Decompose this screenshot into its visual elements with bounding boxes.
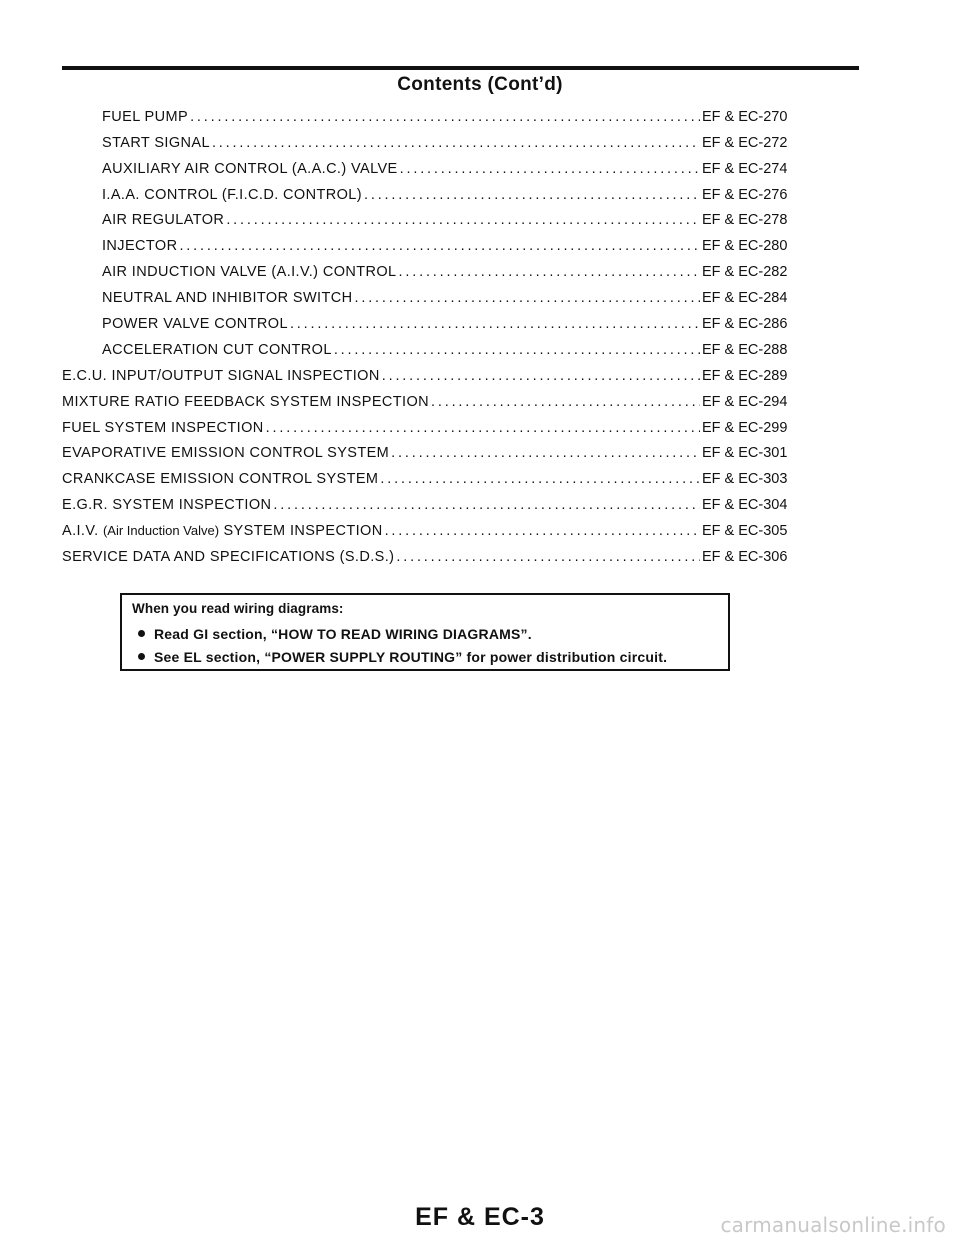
toc-entry[interactable] (62, 462, 802, 488)
toc-entry-page: EF & EC-282 (702, 264, 788, 281)
page-number: EF & EC-3 (415, 1203, 545, 1231)
toc-leader-dots (382, 367, 700, 385)
toc-entry[interactable] (62, 100, 802, 126)
toc-leader-dots (399, 263, 700, 281)
toc-entry-page: EF & EC-299 (702, 419, 788, 436)
toc-entry[interactable] (62, 411, 802, 437)
toc-leader-dots (190, 108, 700, 126)
toc-entry-page: EF & EC-289 (702, 367, 788, 384)
toc-entry-title: AIR REGULATOR (102, 212, 225, 229)
toc-leader-dots (431, 393, 700, 411)
toc-leader-dots (212, 134, 700, 152)
toc-entry[interactable] (62, 540, 802, 566)
toc-entry-title: MIXTURE RATIO FEEDBACK SYSTEM INSPECTION (62, 393, 429, 410)
table-of-contents (62, 100, 802, 566)
toc-entry-title: AUXILIARY AIR CONTROL (A.A.C.) VALVE (102, 160, 398, 177)
toc-entry-title: AIR INDUCTION VALVE (A.I.V.) CONTROL (102, 264, 397, 281)
bullet-icon (138, 630, 145, 637)
toc-leader-dots (385, 522, 700, 540)
toc-entry-title: NEUTRAL AND INHIBITOR SWITCH (102, 290, 353, 307)
toc-leader-dots (380, 470, 700, 488)
toc-entry-title: E.G.R. SYSTEM INSPECTION (62, 497, 272, 514)
toc-entry[interactable] (62, 255, 802, 281)
wiring-diagram-notice (120, 593, 730, 671)
toc-entry-page: EF & EC-278 (702, 212, 788, 229)
top-rule (62, 66, 859, 70)
toc-leader-dots (290, 315, 700, 333)
page-title: Contents (Cont’d) (397, 74, 563, 95)
toc-entry-page: EF & EC-280 (702, 238, 788, 255)
toc-leader-dots (354, 289, 700, 307)
toc-entry[interactable] (62, 281, 802, 307)
toc-entry-page: EF & EC-274 (702, 160, 788, 177)
toc-leader-dots (179, 237, 700, 255)
toc-entry-page: EF & EC-303 (702, 471, 788, 488)
toc-entry-page: EF & EC-304 (702, 497, 788, 514)
toc-leader-dots (400, 160, 700, 178)
toc-entry[interactable] (62, 514, 802, 540)
toc-entry-title: FUEL SYSTEM INSPECTION (62, 419, 264, 436)
toc-entry-title: ACCELERATION CUT CONTROL (102, 341, 332, 358)
toc-entry-title: POWER VALVE CONTROL (102, 316, 288, 333)
toc-entry-title: INJECTOR (102, 238, 178, 255)
toc-entry-page: EF & EC-294 (702, 393, 788, 410)
toc-entry[interactable] (62, 488, 802, 514)
toc-entry-title (62, 522, 383, 540)
toc-entry[interactable] (62, 126, 802, 152)
toc-entry-title: EVAPORATIVE EMISSION CONTROL SYSTEM (62, 445, 390, 462)
toc-entry[interactable] (62, 385, 802, 411)
notice-heading: When you read wiring diagrams: (132, 601, 344, 616)
toc-leader-dots (273, 496, 700, 514)
toc-entry-title: I.A.A. CONTROL (F.I.C.D. CONTROL) (102, 186, 362, 203)
toc-entry[interactable] (62, 359, 802, 385)
toc-entry-page: EF & EC-270 (702, 108, 788, 125)
watermark: carmanualsonline.info (720, 1213, 946, 1237)
toc-entry[interactable] (62, 178, 802, 204)
toc-entry-title-small: (Air Induction Valve) (102, 523, 220, 539)
toc-entry-page: EF & EC-288 (702, 341, 788, 358)
toc-entry[interactable] (62, 204, 802, 230)
toc-entry[interactable] (62, 307, 802, 333)
notice-item-text: See EL section, “POWER SUPPLY ROUTING” for power distribution circuit. (154, 649, 668, 665)
bullet-icon (138, 653, 145, 660)
toc-entry[interactable] (62, 333, 802, 359)
toc-entry-title-prefix: A.I.V. (62, 523, 103, 540)
toc-entry-title: E.C.U. INPUT/OUTPUT SIGNAL INSPECTION (62, 367, 380, 384)
toc-entry-page: EF & EC-306 (702, 549, 788, 566)
toc-entry-title: SERVICE DATA AND SPECIFICATIONS (S.D.S.) (62, 549, 395, 566)
toc-entry-page: EF & EC-284 (702, 290, 788, 307)
toc-entry[interactable] (62, 229, 802, 255)
toc-entry-title-suffix: SYSTEM INSPECTION (219, 523, 383, 540)
toc-entry-page: EF & EC-276 (702, 186, 788, 203)
toc-entry-title: START SIGNAL (102, 134, 210, 151)
notice-item (132, 626, 728, 642)
toc-leader-dots (364, 186, 700, 204)
notice-item (132, 649, 728, 665)
toc-entry[interactable] (62, 437, 802, 463)
toc-entry-page: EF & EC-305 (702, 523, 788, 540)
toc-entry-title: FUEL PUMP (102, 108, 189, 125)
toc-entry-title: CRANKCASE EMISSION CONTROL SYSTEM (62, 471, 379, 488)
toc-leader-dots (391, 444, 700, 462)
toc-entry[interactable] (62, 152, 802, 178)
toc-leader-dots (226, 211, 700, 229)
notice-item-text: Read GI section, “HOW TO READ WIRING DIAGRAMS”. (154, 626, 532, 642)
toc-entry-page: EF & EC-301 (702, 445, 788, 462)
toc-leader-dots (266, 419, 700, 437)
toc-leader-dots (396, 548, 700, 566)
toc-entry-page: EF & EC-272 (702, 134, 788, 151)
toc-leader-dots (334, 341, 700, 359)
toc-entry-page: EF & EC-286 (702, 316, 788, 333)
